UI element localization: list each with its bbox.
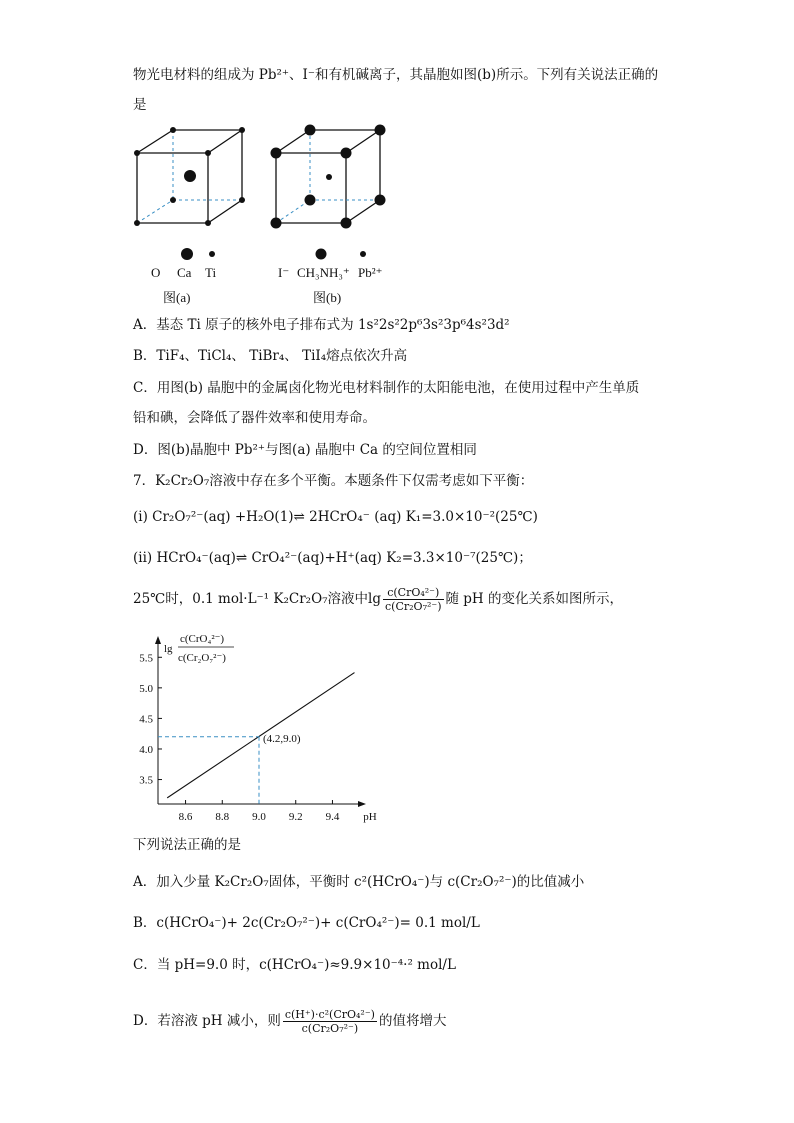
q7-condition-suffix: 随 pH 的变化关系如图所示， <box>445 591 623 607</box>
legend-b-i: I⁻ <box>278 265 290 280</box>
q6-option-d: D．图(b)晶胞中 Pb²⁺与图(a) 晶胞中 Ca 的空间位置相同 <box>133 442 477 458</box>
q6-option-b: B．TiF₄、TiCl₄、 TiBr₄、 TiI₄熔点依次升高 <box>133 348 408 364</box>
y-tick-label: 5.5 <box>139 652 153 665</box>
q7-option-d <box>133 1008 446 1035</box>
q7-equilibrium-1: (i) Cr₂O₇²⁻(aq) +H₂O(1)⇌ 2HCrO₄⁻ (aq) K₁=3.0×10⁻²(25℃) <box>133 509 538 525</box>
y-axis-label-prefix: lg <box>164 643 173 655</box>
q7-condition <box>133 586 623 613</box>
q6-option-c-line2: 铅和碘，会降低了器件效率和使用寿命。 <box>133 410 376 426</box>
intro-line-2: 是 <box>133 97 147 113</box>
q7-option-d-denominator: c(Cr₂O₇²⁻) <box>301 1022 359 1035</box>
q7-option-a: A．加入少量 K₂Cr₂O₇固体，平衡时 c²(HCrO₄⁻)与 c(Cr₂O₇²⁻)的比值减小 <box>133 874 585 890</box>
q7-option-c: C．当 pH=9.0 时，c(HCrO₄⁻)≈9.9×10⁻⁴·² mol/L <box>133 957 456 973</box>
point-annotation: (4.2,9.0) <box>263 732 301 745</box>
q7-ask: 下列说法正确的是 <box>133 837 241 853</box>
q7-stem: 7．K₂Cr₂O₇溶液中存在多个平衡。本题条件下仅需考虑如下平衡： <box>133 473 534 489</box>
legend-a-symbols <box>181 248 215 260</box>
lg-ratio-vs-ph-chart <box>128 628 377 830</box>
legend-b-ch3nh3: CH₃NH₃⁺ <box>297 265 350 280</box>
legend-a-ca: Ca <box>177 265 192 280</box>
q6-option-a: A．基态 Ti 原子的核外电子排布式为 1s²2s²2p⁶3s²3p⁶4s²3d² <box>133 317 510 333</box>
x-axis-label: pH <box>363 811 377 823</box>
q7-equilibrium-2: (ii) HCrO₄⁻(aq)⇌ CrO₄²⁻(aq)+H⁺(aq) K₂=3.3×10⁻⁷(25℃)； <box>133 550 532 566</box>
q7-option-d-suffix: 的值将增大 <box>378 1013 447 1029</box>
caption-b: 图(b) <box>313 290 342 305</box>
y-tick-label: 3.5 <box>139 774 153 787</box>
y-axis-label-numerator: c(CrO₄²⁻) <box>180 633 225 645</box>
crystal-figures <box>125 118 405 308</box>
q7-condition-fraction <box>383 586 443 613</box>
y-tick-label: 5.0 <box>139 682 153 695</box>
q7-condition-numerator: c(CrO₄²⁻) <box>383 586 443 600</box>
y-tick-label: 4.5 <box>139 713 153 726</box>
y-axis-arrow <box>155 636 161 644</box>
legend-a-o: O <box>151 265 161 280</box>
x-tick-label: 8.8 <box>215 811 230 823</box>
y-tick-label: 4.0 <box>139 743 153 756</box>
x-tick-label: 9.4 <box>325 811 340 823</box>
legend-b-symbols <box>316 249 367 260</box>
legend-a-ti: Ti <box>205 265 217 280</box>
x-axis-arrow <box>358 801 366 807</box>
q7-condition-denominator: c(Cr₂O₇²⁻) <box>385 600 442 613</box>
atoms-a <box>134 127 245 226</box>
series-line <box>167 673 354 798</box>
y-axis-label-denominator: c(Cr₂O₇²⁻) <box>178 652 226 664</box>
q7-option-d-fraction <box>283 1008 377 1035</box>
caption-a: 图(a) <box>163 290 191 305</box>
x-tick-label: 9.2 <box>288 811 303 823</box>
intro-line-1: 物光电材料的组成为 Pb²⁺、I⁻和有机碱离子，其晶胞如图(b)所示。下列有关说法正确的 <box>133 67 659 83</box>
q7-condition-lg: lg <box>368 591 382 607</box>
q7-option-d-numerator: c(H⁺)·c²(CrO₄²⁻) <box>284 1008 375 1021</box>
y-axis-label <box>164 633 234 664</box>
legend-b-pb: Pb²⁺ <box>358 265 383 280</box>
q7-condition-prefix: 25℃时，0.1 mol·L⁻¹ K₂Cr₂O₇溶液中 <box>133 591 369 607</box>
x-tick-label: 8.6 <box>178 811 193 823</box>
q6-option-c-line1: C．用图(b) 晶胞中的金属卤化物光电材料制作的太阳能电池，在使用过程中产生单质 <box>133 380 640 396</box>
q7-option-b: B．c(HCrO₄⁻)+ 2c(Cr₂O₇²⁻)+ c(CrO₄²⁻)= 0.1 mol/L <box>133 915 480 931</box>
atoms-b <box>271 125 386 229</box>
x-tick-label: 9.0 <box>252 811 266 823</box>
q7-option-d-prefix: D．若溶液 pH 减小，则 <box>133 1013 281 1029</box>
